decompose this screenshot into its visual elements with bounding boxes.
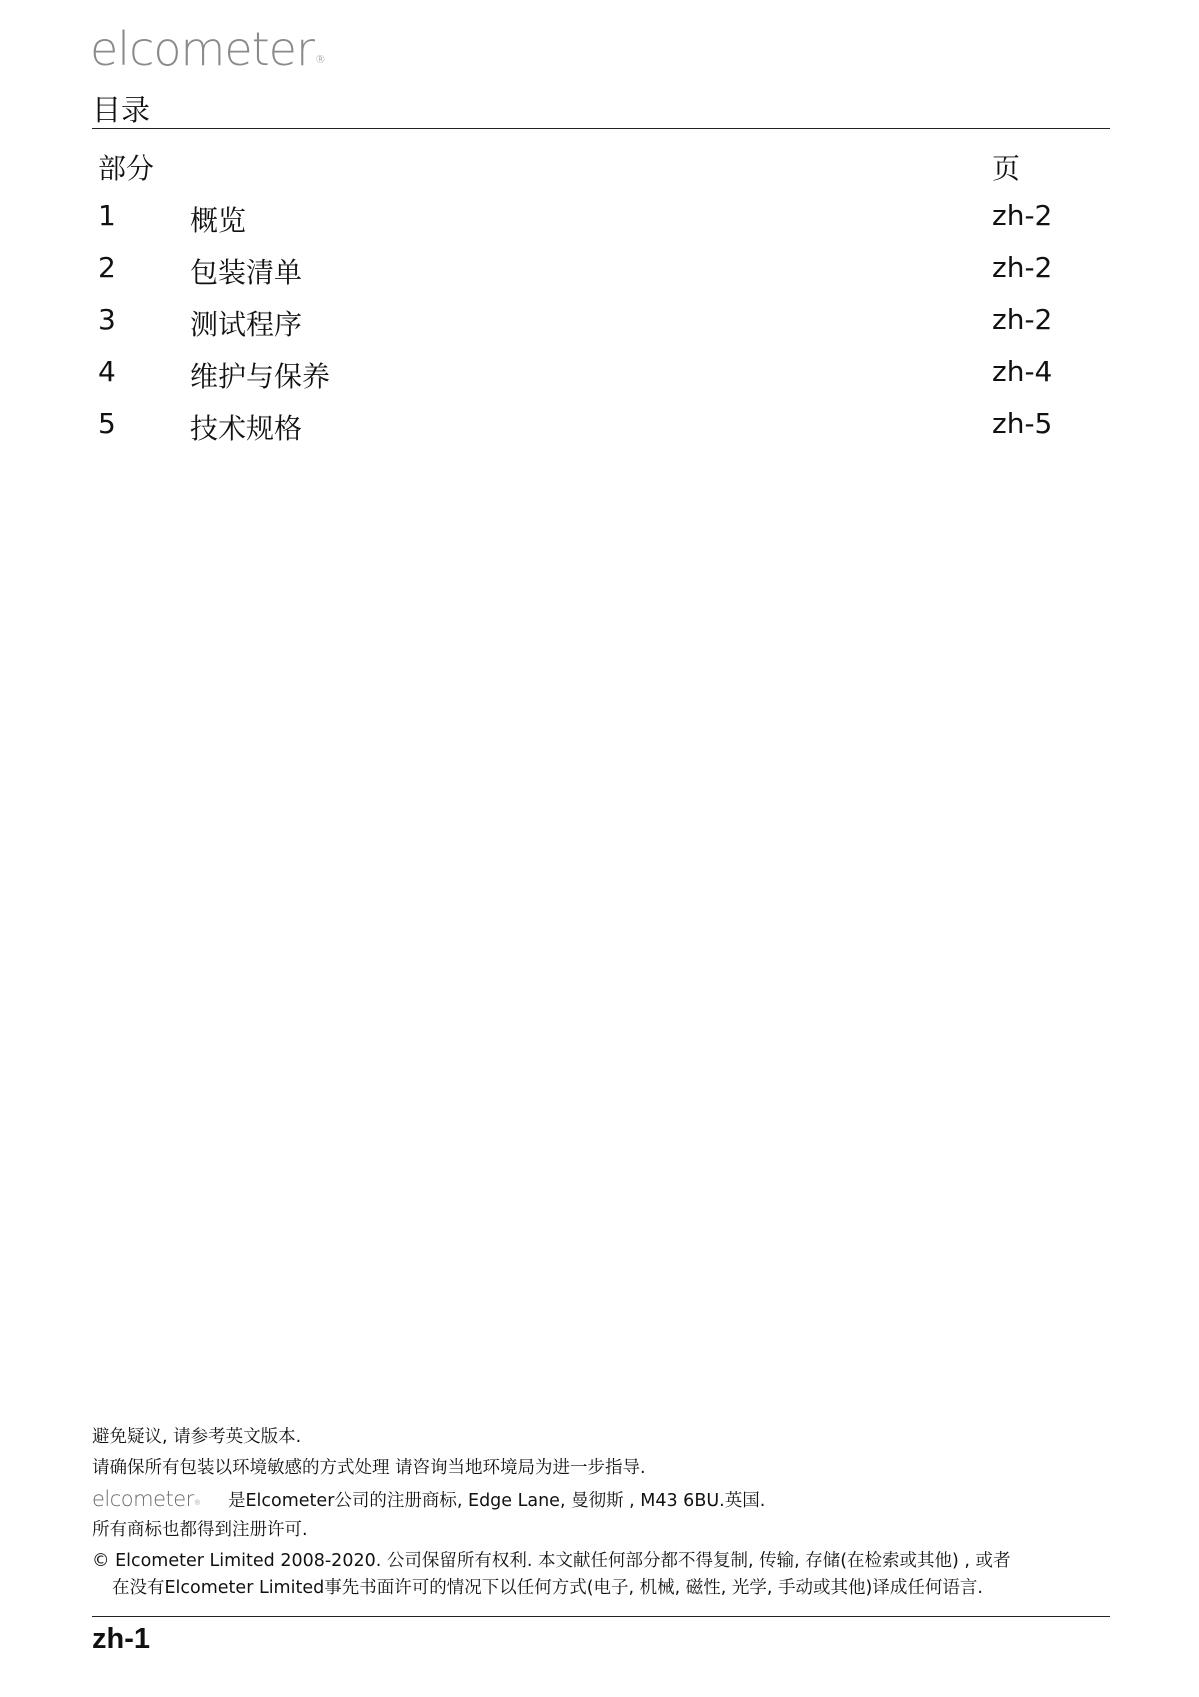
- toc-row[interactable]: [92, 245, 1110, 297]
- toc-page: zh-2: [992, 303, 1053, 336]
- toc-row[interactable]: [92, 193, 1110, 245]
- toc-row[interactable]: [92, 349, 1110, 401]
- copyright-line-2: 在没有Elcometer Limited事先书面许可的情况下以任何方式(电子, 机械, 磁性, 光学, 手动或其他)译成任何语言.: [112, 1578, 983, 1598]
- elcometer-logo: [90, 22, 325, 76]
- packaging-note: 请确保所有包装以环境敏感的方式处理 请咨询当地环境局为进一步指导.: [92, 1458, 646, 1478]
- toc-header-row: [92, 143, 1110, 193]
- toc-name: 测试程序: [190, 308, 303, 341]
- trademark-text: 是Elcometer公司的注册商标, Edge Lane, 曼彻斯 , M43 6BU.英国.: [228, 1491, 766, 1511]
- registered-mark-icon: ®: [193, 1499, 201, 1507]
- page-title: 目录: [92, 93, 151, 127]
- copyright-line-1: © Elcometer Limited 2008-2020. 公司保留所有权利. 本文献任何部分都不得复制, 传输, 存储(在检索或其他) , 或者: [92, 1551, 1011, 1571]
- licensed-trademarks-note: 所有商标也都得到注册许可.: [92, 1520, 308, 1540]
- toc-section-header: 部分: [98, 152, 155, 185]
- english-version-note: 避免疑议, 请参考英文版本.: [92, 1427, 302, 1447]
- toc-page: zh-2: [992, 199, 1053, 232]
- toc-name: 维护与保养: [190, 360, 331, 393]
- toc-page-header: 页: [992, 152, 1021, 185]
- mini-logo-text: elcometer: [92, 1487, 194, 1511]
- page-number: zh-1: [92, 1623, 150, 1655]
- toc-name: 技术规格: [190, 412, 303, 445]
- toc-number: 1: [98, 199, 116, 232]
- toc-row[interactable]: [92, 297, 1110, 349]
- toc-page: zh-2: [992, 251, 1053, 284]
- toc-name: 包装清单: [190, 256, 303, 289]
- toc-page: zh-5: [992, 407, 1053, 440]
- trademark-note: [92, 1484, 1110, 1515]
- toc-number: 3: [98, 303, 116, 336]
- registered-mark-icon: ®: [314, 53, 325, 66]
- toc-number: 4: [98, 355, 116, 388]
- elcometer-mini-logo: [92, 1484, 228, 1519]
- header-divider: [92, 128, 1110, 129]
- copyright-notice: [92, 1548, 1110, 1602]
- logo-text: elcometer: [90, 22, 314, 76]
- footer-notes: [92, 1422, 1110, 1602]
- toc-number: 2: [98, 251, 116, 284]
- footer-divider: [92, 1616, 1110, 1617]
- toc-name: 概览: [190, 204, 247, 237]
- toc-page: zh-4: [992, 355, 1053, 388]
- table-of-contents: [92, 143, 1110, 453]
- toc-number: 5: [98, 407, 116, 440]
- toc-row[interactable]: [92, 401, 1110, 453]
